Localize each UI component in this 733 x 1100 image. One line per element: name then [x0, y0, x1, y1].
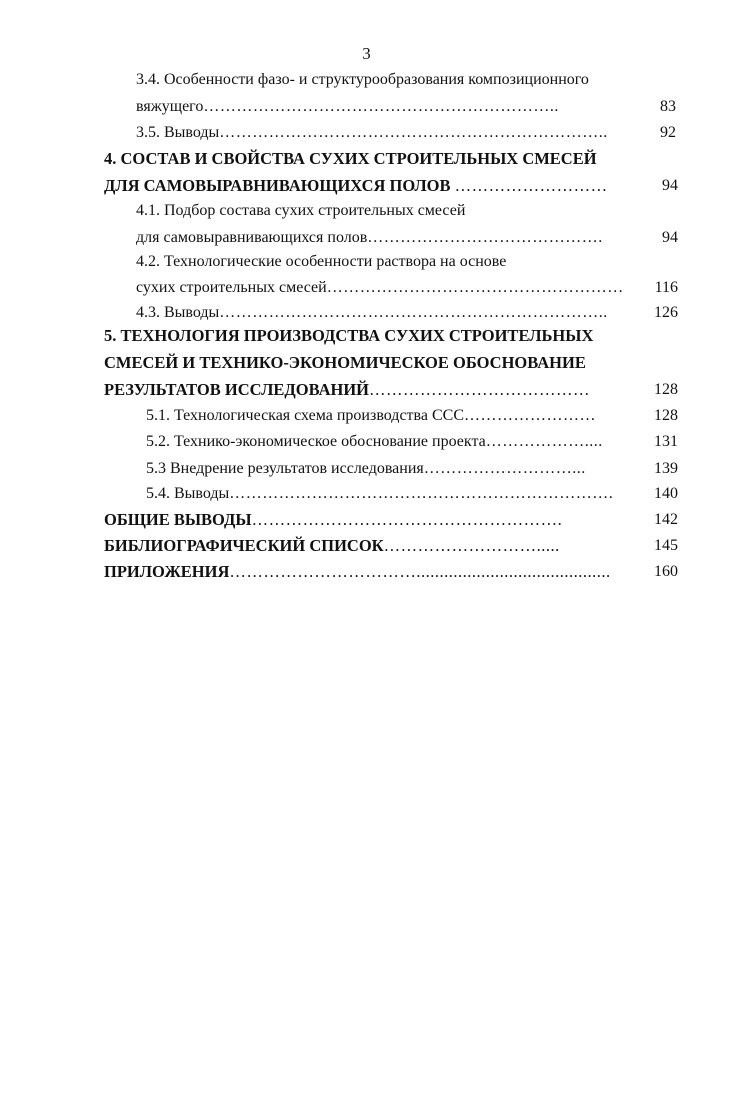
toc-entry-text: 5.1. Технологическая схема производства ССС	[146, 407, 464, 424]
toc-chapter-4-line1	[104, 146, 644, 172]
toc-page-number: 145	[654, 537, 678, 554]
toc-entry-text: СМЕСЕЙ И ТЕХНИКО-ЭКОНОМИЧЕСКОЕ ОБОСНОВАНИЕ	[104, 353, 586, 372]
toc-page-number: 128	[654, 407, 678, 424]
toc-page-number: 94	[662, 229, 678, 246]
toc-entry-5-2	[146, 429, 636, 455]
toc-page-number: 160	[654, 563, 678, 580]
toc-entry-text: 5.4. Выводы	[146, 485, 230, 502]
toc-chapter-5-line3	[104, 377, 632, 403]
toc-entry-4-2-line1	[136, 249, 636, 275]
toc-entry-3-5	[136, 120, 636, 146]
toc-entry-4-1-line1	[136, 198, 636, 224]
toc-page-number: 126	[654, 304, 678, 321]
toc-entry-text: 4.1. Подбор состава сухих строительных смесей	[136, 202, 466, 219]
toc-page-number: 142	[654, 511, 678, 528]
toc-entry-text: ПРИЛОЖЕНИЯ	[104, 562, 230, 581]
toc-entry-text: ДЛЯ САМОВЫРАВНИВАЮЩИХСЯ ПОЛОВ	[104, 176, 455, 195]
toc-entry-text: для самовыравнивающихся полов	[136, 229, 368, 246]
toc-page-number: 94	[662, 177, 678, 194]
toc-page-number: 116	[654, 279, 678, 296]
toc-entry-text: ОБЩИЕ ВЫВОДЫ	[104, 510, 252, 529]
toc-leader-dots: …………………………………….	[367, 229, 603, 246]
toc-page-number: 83	[660, 98, 676, 115]
toc-leader-dots: ………………………………………………………..	[203, 98, 559, 115]
toc-chapter-5-line1	[104, 323, 644, 349]
toc-entry-5-3	[146, 456, 636, 482]
toc-page-number: 139	[654, 460, 678, 477]
toc-entry-text: РЕЗУЛЬТАТОВ ИССЛЕДОВАНИЙ	[104, 380, 370, 399]
toc-leader-dots: ……………………	[464, 407, 596, 424]
toc-leader-dots: ………………....	[485, 433, 603, 450]
page-number: 3	[362, 44, 371, 63]
toc-entry-4-1-line2	[136, 225, 636, 251]
toc-general-conclusions	[104, 507, 636, 533]
toc-appendices	[104, 559, 636, 585]
toc-entry-3-4-line2	[136, 94, 636, 120]
toc-page-number: 128	[654, 381, 678, 398]
toc-entry-text: 4.2. Технологические особенности раствора на основе	[136, 253, 507, 270]
toc-entry-4-2-line2	[136, 275, 636, 301]
toc-page-number: 140	[654, 485, 678, 502]
toc-page-number: 131	[654, 433, 678, 450]
toc-entry-5-4	[146, 481, 636, 507]
toc-chapter-4-line2	[104, 173, 636, 199]
toc-leader-dots: ………………………	[454, 176, 608, 195]
toc-entry-text: сухих строительных смесей	[136, 279, 327, 296]
toc-chapter-5-line2	[104, 350, 644, 376]
toc-entry-text: 5. ТЕХНОЛОГИЯ ПРОИЗВОДСТВА СУХИХ СТРОИТЕЛЬНЫХ	[104, 326, 594, 345]
toc-entry-text: 4. СОСТАВ И СВОЙСТВА СУХИХ СТРОИТЕЛЬНЫХ СМЕСЕЙ	[104, 149, 597, 168]
toc-bibliography	[104, 533, 636, 559]
toc-entry-3-4-line1	[136, 67, 636, 93]
toc-leader-dots: ……………………….....	[383, 536, 560, 555]
toc-entry-text: 5.3 Внедрение результатов исследования	[146, 460, 424, 477]
toc-leader-dots: ……………………………..........................................	[229, 562, 611, 581]
toc-leader-dots: ………………………………………………	[326, 279, 624, 296]
toc-page-number: 92	[660, 124, 676, 141]
toc-entry-text: вяжущего	[136, 98, 204, 115]
toc-entry-text: 3.5. Выводы	[136, 124, 220, 141]
toc-leader-dots: ……………………………………………………………..	[219, 124, 608, 141]
toc-entry-text: 4.3. Выводы	[136, 304, 220, 321]
toc-entry-text: БИБЛИОГРАФИЧЕСКИЙ СПИСОК	[104, 536, 384, 555]
toc-leader-dots: …………………………………………………………….	[229, 485, 614, 502]
toc-leader-dots: ………………………...	[423, 460, 586, 477]
toc-entry-text: 5.2. Технико-экономическое обоснование проекта	[146, 433, 486, 450]
toc-leader-dots: …………………………………	[369, 380, 591, 399]
toc-leader-dots: ……………………………………………….	[251, 510, 563, 529]
toc-entry-text: 3.4. Особенности фазо- и структурообразования композиционного	[136, 71, 589, 88]
toc-leader-dots: ……………………………………………………………..	[219, 304, 608, 321]
toc-entry-5-1	[146, 403, 632, 429]
